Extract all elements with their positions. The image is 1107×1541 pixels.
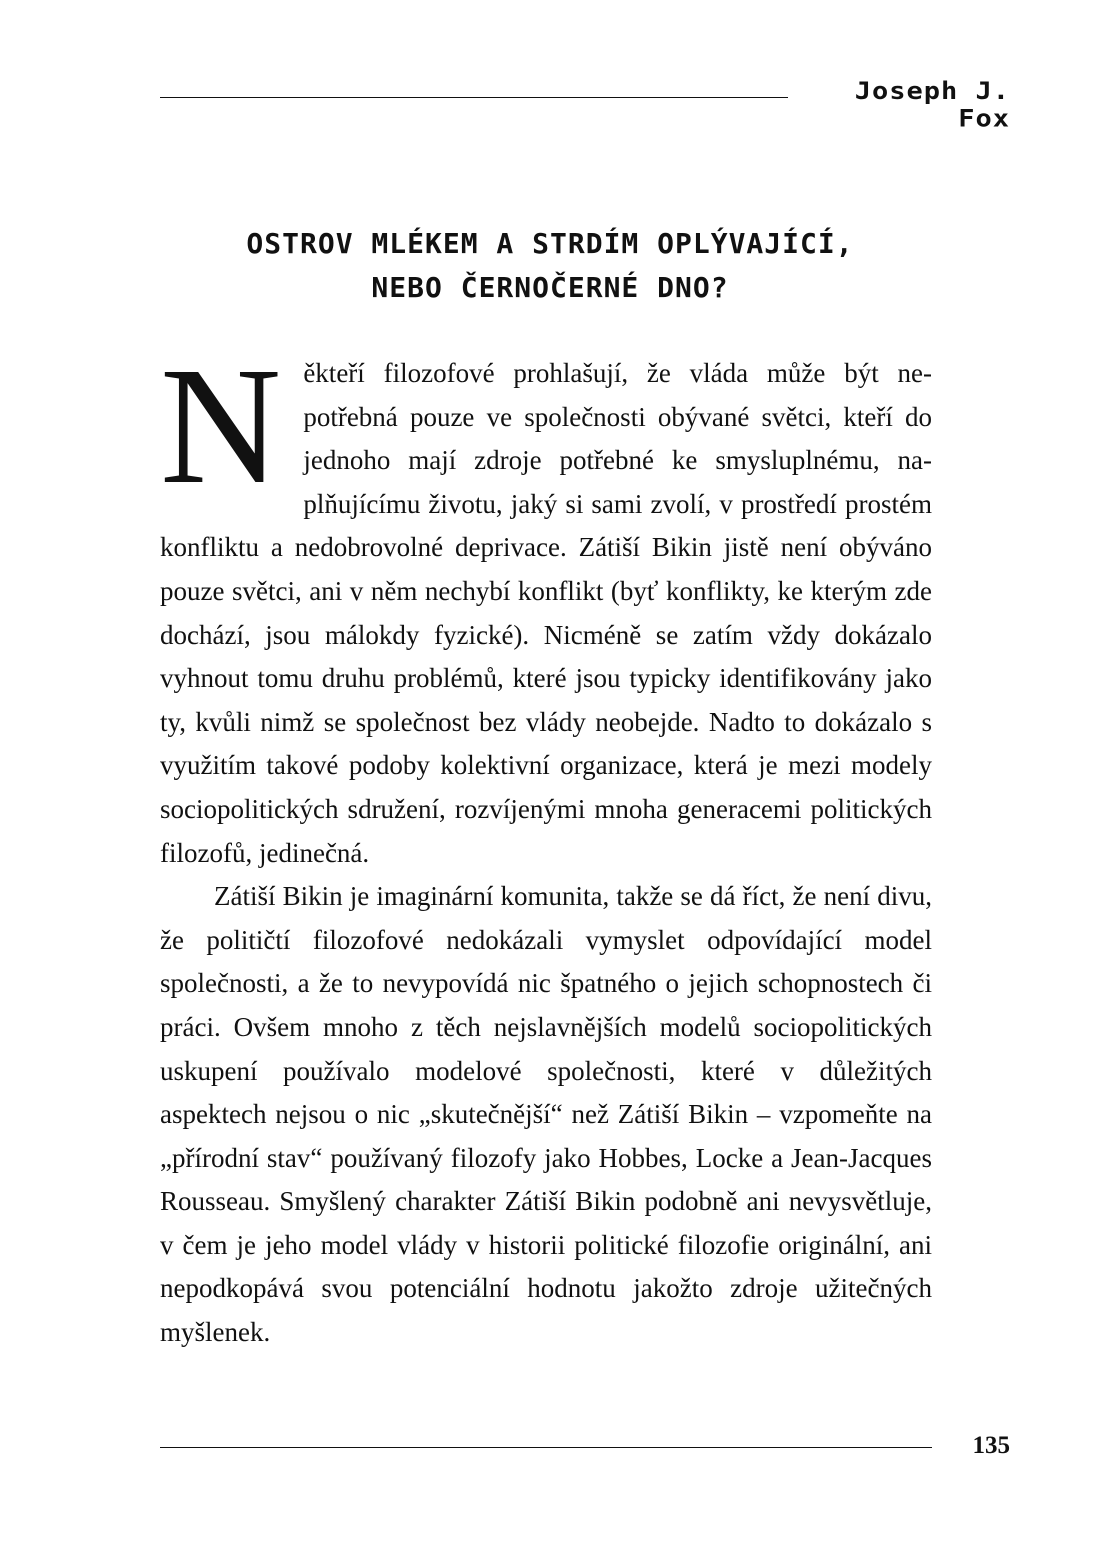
chapter-title bbox=[160, 222, 940, 310]
chapter-title-line-2: NEBO ČERNOČERNÉ DNO? bbox=[371, 271, 729, 304]
paragraph-2: Zátiší Bikin je imaginární komunita, takže se dá říct, že není divu, že političtí filozofové nedokázali vymyslet odpovídající model společnosti, a že to nevypovídá nic špatného o jejich schopnostech či práci. Ovšem mnoho z těch nejslavnějších modelů sociopolitických uskupení používalo modelové společnosti, které v důležitých aspektech nejsou o nic „skutečnější“ než Zátiší Bikin – vzpomeňte na „přírodní stav“ používaný filozofy jako Hobbes, Locke a Jean-Jacques Rousseau. Smyšlený charakter Zátiší Bikin podobně ani nevysvětluje, v čem je jeho model vlády v historii politické filozofie originální, ani nepodkopává svou potenciální hodnotu jakožto zdroje užitečných myšlenek. bbox=[160, 881, 932, 1348]
running-header-author: Joseph J. Fox bbox=[854, 78, 1010, 133]
page-number: 135 bbox=[972, 1432, 1010, 1459]
paragraph-1-text: ěkteří filozofové prohlašují, že vláda může být nepotřebná pouze ve společnosti obývané světci, kteří do jednoho mají zdroje potřebné ke smysluplnému, naplňujícímu životu, jaký si sami zvolí, v prostředí prostém konfliktu a nedobrovolné deprivace. Zátiší Bikin jistě není obýváno pouze světci, ani v něm nechybí konflikt (byť konflikty, ke kterým zde dochází, jsou málokdy fyzické). Nicméně se zatím vždy dokázalo vyhnout tomu druhu problémů, které jsou typicky identifikovány jako ty, kvůli nimž se společnost bez vlády neobejde. Nadto to dokázalo s využitím takové podoby kolektivní organizace, která je mezi modely sociopolitických sdružení, rozvíjenými mnoha generacemi politických filozofů, jedinečná. bbox=[160, 358, 932, 868]
paragraph-1 bbox=[160, 333, 932, 875]
body-text bbox=[160, 333, 932, 1355]
drop-cap: N bbox=[160, 333, 282, 519]
footer-rule bbox=[160, 1447, 932, 1448]
header-rule bbox=[160, 97, 788, 98]
chapter-title-line-1: OSTROV MLÉKEM A STRDÍM OPLÝVAJÍCÍ, bbox=[246, 227, 854, 260]
